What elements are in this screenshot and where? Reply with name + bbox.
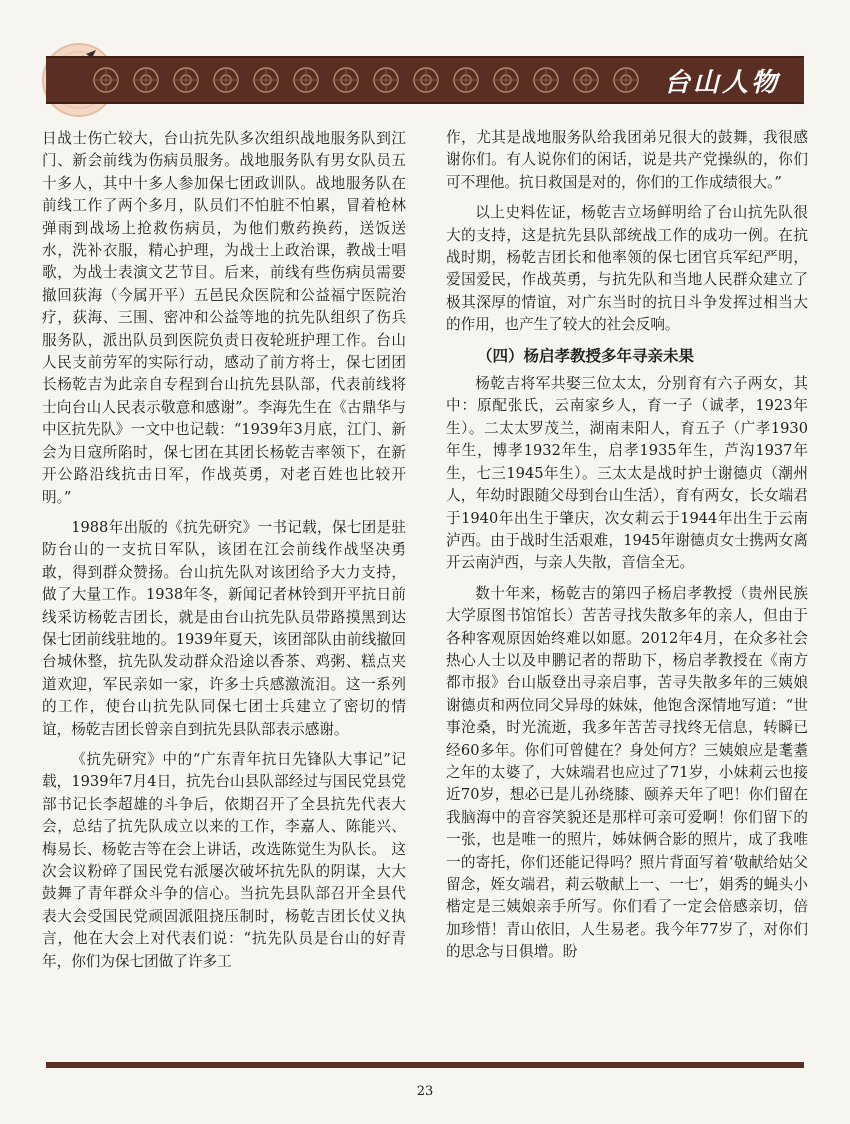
header-banner (46, 56, 804, 104)
paragraph: 以上史料佐证，杨乾吉立场鲜明给了台山抗先队很大的支持，这是抗先县队部统战工作的成功一例。在抗战时期，杨乾吉团长和他率领的保七团官兵军纪严明，爱国爱民，作战英勇，与抗先队和当地人民群众建立了极其深厚的情谊，对广东当时的抗日斗争发挥过相当大的作用，也产生了较大的社会反响。 (446, 204, 808, 334)
paragraph: 杨乾吉将军共娶三位太太，分别育有六子两女，其中：原配张氏，云南家乡人，育一子（诚孝，1923年生）。二太太罗茂兰，湖南耒阳人，育五子（广孝1930年生，博孝1932年生，启孝1935年生，芦沟1937年生，七三1945年生）。三太太是战时护士谢德贞（潮州人，年幼时跟随父母到台山生活），育有两女，长女端君于1940年出生于肇庆，次女莉云于1944年出生于云南泸西。由于战时生活艰难，1945年谢德贞女士携两女离开云南泸西，与亲人失散，音信全无。 (446, 375, 808, 572)
paragraph: 数十年来，杨乾吉的第四子杨启孝教授（贵州民族大学原图书馆馆长）苦苦寻找失散多年的亲人，但由于各种客观原因始终难以如愿。2012年4月，在众多社会热心人士以及申鹏记者的帮助下，杨启孝教授在《南方都市报》台山版登出寻亲启事，苦寻失散多年的三姨娘谢德贞和两位同父异母的妹妹，他饱含深情地写道：“世事沧桑，时光流逝，我多年苦苦寻找终无信息，转瞬已经60多年。你们可曾健在？身处何方？三姨娘应是耄耋之年的太婆了，大妹端君也应过了71岁，小妹莉云也接近70岁，想必已是儿孙绕膝、颐养天年了吧！你们留在我脑海中的音容笑貌还是那样可亲可爱啊！你们留下的一张，也是唯一的照片，姊妹俩合影的照片，成了我唯一的寄托，你们还能记得吗？照片背面写着‘敬献给姑父留念，姪女端君，莉云敬献上一、一七’，娟秀的蝇头小楷定是三姨娘亲手所写。你们看了一定会倍感亲切，倍加珍惜！青山依旧，人生易老。我今年77岁了，对你们的思念与日俱增。盼 (446, 584, 808, 961)
section-heading: （四）杨启孝教授多年寻亲未果 (477, 346, 695, 365)
banner-pattern (46, 58, 646, 102)
right-column (446, 127, 808, 972)
paragraph: 作，尤其是战地服务队给我团弟兄很大的鼓舞，我很感谢你们。有人说你们的闲话，说是共产党操纵的，你们可不理他。抗日救国是对的，你们的工作成绩很大。” (446, 129, 808, 191)
section-title: 台山人物 (658, 62, 786, 99)
left-column (42, 128, 406, 981)
page-number: 23 (416, 1084, 434, 1099)
paragraph: 1988年出版的《抗先研究》一书记载，保七团是驻防台山的一支抗日军队，该团在江会前线作战坚决勇敢，得到群众赞扬。台山抗先队对该团给予大力支持，做了大量工作。1938年冬，新闻记者林铃到开平抗日前线采访杨乾吉团长，就是由台山抗先队员带路摸黑到达保七团前线驻地的。1939年夏天，该团部队由前线撤回台城休整，抗先队发动群众沿途以香茶、鸡粥、糕点夹道欢迎，军民亲如一家，许多士兵感激流泪。这一系列的工作，使台山抗先队同保七团士兵建立了密切的情谊，杨乾吉团长曾亲自到抗先县队部表示感谢。 (42, 518, 406, 738)
paragraph: 日战士伤亡较大，台山抗先队多次组织战地服务队到江门、新会前线为伤病员服务。战地服务队有男女队员五十多人，其中十多人参加保七团政训队。战地服务队在前线工作了两个多月，队员们不怕脏不怕累，冒着枪林弹雨到战场上抢救伤病员，为他们敷药换药，送饭送水，洗补衣服，精心护理，为战士上政治课，教战士唱歌，为战士表演文艺节目。后来，前线有些伤病员需要撤回荻海（今属开平）五邑民众医院和公益福宁医院治疗，荻海、三围、密冲和公益等地的抗先队组织了伤兵服务队，派出队员到医院负责日夜轮班护理工作。台山人民支前劳军的实际行动，感动了前方将士，保七团团长杨乾吉为此亲自专程到台山抗先县队部，代表前线将士向台山人民表示敬意和感谢”。李海先生在《古鼎华与中区抗先队》一文中也记载：“1939年3月底，江门、新会为日寇所陷时，保七团在其团长杨乾吉率领下，在新开公路沿线抗击日军，作战英勇，对老百姓也比较开明。” (42, 130, 406, 506)
footer-rule (46, 1062, 804, 1068)
paragraph: 《抗先研究》中的“广东青年抗日先锋队大事记”记载，1939年7月4日，抗先台山县队部经过与国民党县党部书记长李超雄的斗争后，依期召开了全县抗先代表大会，总结了抗先队成立以来的工作，李嘉人、陈能兴、梅易长、杨乾吉等在会上讲话，改选陈觉生为队长。 这次会议粉碎了国民党右派屡次破坏抗先队的阴谋，大大鼓舞了青年群众斗争的信心。当抗先县队部召开全县代表大会受国民党顽固派阻挠压制时，杨乾吉团长仗义执言，他在大会上对代表们说：“抗先队员是台山的好青年，你们为保七团做了许多工 (42, 750, 406, 970)
